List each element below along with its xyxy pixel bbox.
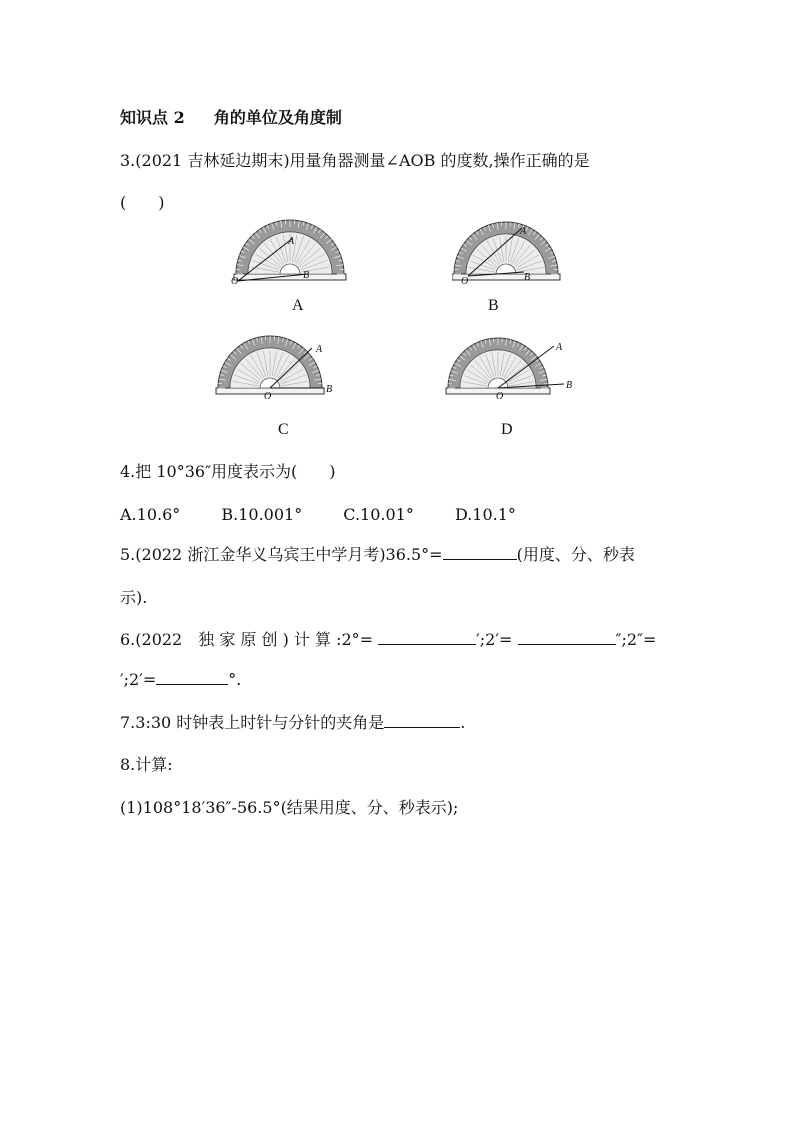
figure-label-a: A bbox=[292, 297, 304, 314]
point-label-a: A bbox=[520, 226, 527, 237]
point-label-b: B bbox=[303, 270, 310, 281]
question-5-text-before: 5.(2022 浙江金华义乌宾王中学月考)36.5°= bbox=[120, 545, 443, 564]
protractor bbox=[446, 338, 572, 402]
question-7-text: 7.3:30 时钟表上时针与分针的夹角是 bbox=[120, 713, 385, 732]
choice-a: A.10.6° bbox=[120, 505, 181, 524]
protractor-figure-d bbox=[438, 332, 578, 402]
question-6-line2-b: °. bbox=[228, 670, 242, 689]
protractor bbox=[452, 222, 560, 287]
point-label-a: A bbox=[316, 344, 323, 355]
question-7-end: . bbox=[460, 713, 466, 732]
question-6-line-1 bbox=[120, 630, 656, 650]
point-label-a: A bbox=[288, 236, 295, 247]
answer-blank[interactable] bbox=[156, 670, 228, 685]
figure-label-c: C bbox=[278, 421, 289, 438]
point-label-a: A bbox=[556, 342, 563, 353]
point-label-o: O bbox=[461, 276, 469, 287]
question-3-paren: ( ) bbox=[120, 193, 165, 212]
answer-blank[interactable] bbox=[384, 713, 460, 728]
answer-blank[interactable] bbox=[378, 630, 476, 645]
point-label-b: B bbox=[566, 380, 573, 391]
protractor bbox=[216, 336, 332, 402]
question-6-part-3: ″;2″= bbox=[615, 630, 657, 649]
point-label-b: B bbox=[524, 272, 531, 283]
protractor-figure-a bbox=[228, 218, 352, 288]
choice-c: C.10.01° bbox=[343, 505, 414, 524]
choice-d: D.10.1° bbox=[454, 505, 516, 524]
point-label-o: O bbox=[264, 391, 272, 402]
point-label-o: O bbox=[496, 391, 504, 402]
question-6-part-1: 6.(2022 独 家 原 创 ) 计 算 :2°= bbox=[120, 630, 374, 649]
question-6-line-2 bbox=[120, 670, 241, 690]
point-label-o: O bbox=[231, 276, 239, 287]
point-label-b: B bbox=[326, 384, 333, 395]
question-5-stem bbox=[120, 545, 635, 565]
protractor-figure-c bbox=[212, 332, 352, 402]
question-8-sub-1: (1)108°18′36″-56.5°(结果用度、分、秒表示); bbox=[120, 798, 459, 817]
figure-label-d: D bbox=[501, 421, 513, 438]
question-8-stem: 8.计算: bbox=[120, 755, 173, 774]
question-3-stem: 3.(2021 吉林延边期末)用量角器测量∠AOB 的度数,操作正确的是 bbox=[120, 151, 590, 170]
protractor-figure-b bbox=[452, 218, 576, 288]
question-5-text-after: (用度、分、秒表 bbox=[516, 545, 635, 564]
figure-label-b: B bbox=[488, 297, 499, 314]
answer-blank[interactable] bbox=[443, 545, 517, 560]
question-4-choices bbox=[120, 505, 552, 525]
question-6-part-2: ′;2′= bbox=[476, 630, 513, 649]
protractor bbox=[231, 220, 346, 287]
question-4-stem: 4.把 10°36″用度表示为( ) bbox=[120, 462, 336, 481]
question-5-stem-cont: 示). bbox=[120, 588, 148, 607]
choice-b: B.10.001° bbox=[221, 505, 303, 524]
section-heading-label: 知识点 2 bbox=[120, 108, 185, 127]
question-7-stem bbox=[120, 713, 465, 733]
answer-blank[interactable] bbox=[518, 630, 616, 645]
question-6-line2-a: ′;2′= bbox=[120, 670, 157, 689]
section-heading-title: 角的单位及角度制 bbox=[213, 108, 342, 127]
section-heading bbox=[120, 108, 342, 128]
